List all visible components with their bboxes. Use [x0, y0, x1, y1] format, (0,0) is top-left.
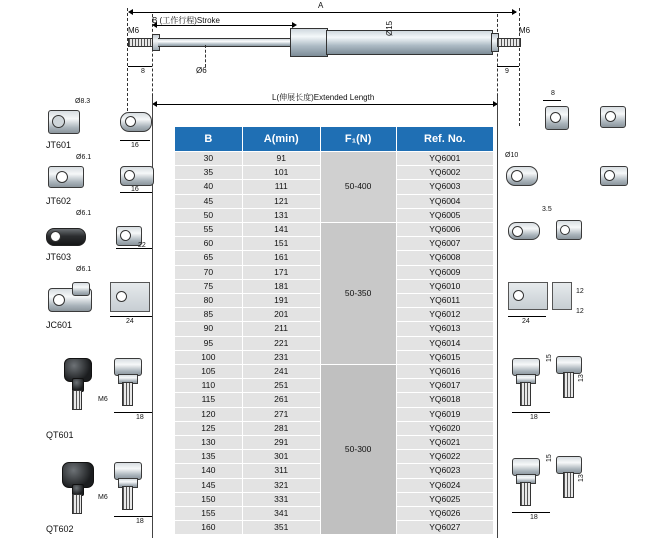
cell-a-min: 281	[242, 421, 320, 435]
header-b: B	[175, 127, 243, 152]
header-force: F₁(N)	[320, 127, 396, 152]
cell-ref-no: YQ6014	[396, 336, 493, 350]
right-fitting-eyelet-b-hole	[604, 170, 615, 181]
dim-8-right-label: 8	[551, 90, 555, 97]
cell-a-min: 221	[242, 336, 320, 350]
cell-stroke: 145	[175, 478, 243, 492]
cell-a-min: 161	[242, 251, 320, 265]
jc601-bore	[53, 294, 65, 306]
thread-left	[128, 38, 154, 47]
dim-15b-label: 15	[546, 454, 553, 462]
cell-ref-no: YQ6011	[396, 294, 493, 308]
right-dim-18-line	[512, 412, 550, 413]
jt602-dim-16-label: 16	[131, 186, 139, 193]
frame-line-right	[497, 96, 498, 538]
cell-stroke: 60	[175, 237, 243, 251]
dim-9-line	[497, 66, 519, 67]
right-dim-18-label: 18	[530, 414, 538, 421]
cell-stroke: 40	[175, 180, 243, 194]
cell-a-min: 101	[242, 166, 320, 180]
cell-stroke: 150	[175, 492, 243, 506]
cell-ref-no: YQ6010	[396, 279, 493, 293]
jt602-bore	[56, 171, 68, 183]
qt601-side-stud	[122, 382, 133, 406]
cell-ref-no: YQ6006	[396, 223, 493, 237]
dim-8-left-label: 8	[141, 68, 145, 75]
right-qt2-stud	[520, 482, 531, 506]
cell-stroke: 55	[175, 223, 243, 237]
cell-a-min: 241	[242, 365, 320, 379]
cell-stroke: 50	[175, 208, 243, 222]
cell-a-min: 271	[242, 407, 320, 421]
cell-stroke: 135	[175, 450, 243, 464]
dim-8-right-line	[543, 100, 561, 101]
cell-ref-no: YQ6018	[396, 393, 493, 407]
dim-12a-label: 12	[576, 288, 584, 295]
cell-a-min: 341	[242, 507, 320, 521]
cell-ref-no: YQ6005	[396, 208, 493, 222]
cell-ref-no: YQ6004	[396, 194, 493, 208]
thread-right-label: M6	[519, 26, 531, 35]
right-dim-24-line	[508, 316, 546, 317]
cell-a-min: 231	[242, 350, 320, 364]
jc601-dia-label: Ø6.1	[76, 266, 92, 273]
qt602-side-stud	[122, 486, 133, 510]
cell-stroke: 35	[175, 166, 243, 180]
table-header-row	[175, 127, 494, 152]
cell-stroke: 90	[175, 322, 243, 336]
jt601-bore	[52, 115, 65, 128]
cell-ref-no: YQ6024	[396, 478, 493, 492]
dim-9-label: 9	[505, 68, 509, 75]
jt603-dia-label: Ø6.1	[76, 210, 92, 217]
jc601-tab	[72, 282, 90, 296]
right-fitting-top-b-hole	[605, 111, 616, 122]
cell-ref-no: YQ6008	[396, 251, 493, 265]
right-fitting-fork-hole	[513, 290, 524, 301]
cylinder-tube	[326, 30, 493, 55]
cell-ref-no: YQ6016	[396, 365, 493, 379]
right-fitting-flat-b-hole	[560, 225, 570, 235]
dia-10-label: Ø10	[505, 152, 519, 159]
cell-ref-no: YQ6021	[396, 436, 493, 450]
right-dim-18b-line	[512, 512, 550, 513]
qt601-code: QT601	[46, 430, 74, 440]
qt602-code: QT602	[46, 524, 74, 534]
dim-a-arrow-right	[512, 9, 517, 15]
cell-force-range: 50-400	[320, 152, 396, 223]
cell-ref-no: YQ6012	[396, 308, 493, 322]
jc601-dim-24-label: 24	[126, 318, 134, 325]
jt603-dim-22-label: 22	[138, 242, 146, 249]
cell-ref-no: YQ6015	[396, 350, 493, 364]
qt601-stud	[72, 390, 82, 410]
cell-a-min: 331	[242, 492, 320, 506]
cell-a-min: 131	[242, 208, 320, 222]
jc601-code: JC601	[46, 320, 73, 330]
qt602-dim-18-label: 18	[136, 518, 144, 525]
cell-stroke: 70	[175, 265, 243, 279]
dim-13b-label: 13	[578, 474, 585, 482]
table-row	[175, 223, 494, 237]
cell-a-min: 141	[242, 223, 320, 237]
cell-stroke: 115	[175, 393, 243, 407]
cell-ref-no: YQ6020	[396, 421, 493, 435]
cell-a-min: 301	[242, 450, 320, 464]
qt602-stud	[72, 494, 82, 514]
dim-a-label: A	[318, 1, 324, 10]
dim-a-line	[130, 12, 516, 13]
cell-ref-no: YQ6023	[396, 464, 493, 478]
cell-ref-no: YQ6003	[396, 180, 493, 194]
qt601-dim-18-label: 18	[136, 414, 144, 421]
cell-a-min: 321	[242, 478, 320, 492]
header-ref-no: Ref. No.	[396, 127, 493, 152]
jt603-bore	[50, 231, 61, 242]
jt601-clevis-hole	[125, 116, 136, 127]
cell-stroke: 80	[175, 294, 243, 308]
piston-rod	[158, 38, 290, 47]
cell-ref-no: YQ6013	[396, 322, 493, 336]
qt602-dim-18-line	[114, 516, 152, 517]
right-qt-stud-b	[563, 372, 574, 398]
cylinder-body	[290, 28, 328, 57]
dim-b-label: B (工作行程)Stroke	[152, 16, 221, 25]
cell-stroke: 65	[175, 251, 243, 265]
cell-ref-no: YQ6026	[396, 507, 493, 521]
cell-ref-no: YQ6007	[396, 237, 493, 251]
cell-ref-no: YQ6022	[396, 450, 493, 464]
cell-stroke: 100	[175, 350, 243, 364]
cell-a-min: 191	[242, 294, 320, 308]
jt603-code: JT603	[46, 252, 72, 262]
cell-stroke: 45	[175, 194, 243, 208]
cell-stroke: 110	[175, 379, 243, 393]
rod-dia-leader	[205, 45, 206, 67]
dim-12b-label: 12	[576, 308, 584, 315]
cell-ref-no: YQ6025	[396, 492, 493, 506]
cell-stroke: 130	[175, 436, 243, 450]
cell-a-min: 311	[242, 464, 320, 478]
cell-a-min: 151	[242, 237, 320, 251]
right-qt-stud	[520, 382, 531, 406]
cell-ref-no: YQ6027	[396, 521, 493, 535]
cell-ref-no: YQ6017	[396, 379, 493, 393]
cell-ref-no: YQ6002	[396, 166, 493, 180]
qt602-m6-label: M6	[98, 494, 108, 501]
cell-a-min: 201	[242, 308, 320, 322]
jt601-dia-label: Ø8.3	[75, 98, 91, 105]
cell-stroke: 160	[175, 521, 243, 535]
jt602-clevis-hole	[124, 170, 135, 181]
thread-right	[497, 38, 521, 47]
cell-a-min: 291	[242, 436, 320, 450]
cell-stroke: 155	[175, 507, 243, 521]
jc601-side-hole	[116, 291, 127, 302]
dim-a-arrow-left	[128, 9, 133, 15]
dim-l-line	[155, 104, 497, 105]
dim-13a-label: 13	[578, 374, 585, 382]
dim-8-left-line	[128, 66, 152, 67]
table-row	[175, 152, 494, 166]
qt601-m6-label: M6	[98, 396, 108, 403]
cell-a-min: 251	[242, 379, 320, 393]
thread-left-label: M6	[128, 26, 140, 35]
jt603-dim-22-line	[116, 248, 152, 249]
jt601-dim-16-label: 16	[131, 142, 139, 149]
cell-a-min: 91	[242, 152, 320, 166]
qt601-dim-18-line	[114, 412, 152, 413]
cell-stroke: 120	[175, 407, 243, 421]
cell-stroke: 125	[175, 421, 243, 435]
jt603-side-hole	[120, 230, 131, 241]
cell-a-min: 181	[242, 279, 320, 293]
cell-a-min: 261	[242, 393, 320, 407]
header-a-min: A(min)	[242, 127, 320, 152]
cell-force-range: 50-350	[320, 223, 396, 365]
cell-force-range: 50-300	[320, 365, 396, 535]
dim-35-label: 3.5	[542, 206, 552, 213]
dim-15a-label: 15	[546, 354, 553, 362]
cell-stroke: 75	[175, 279, 243, 293]
cell-ref-no: YQ6001	[396, 152, 493, 166]
cell-ref-no: YQ6009	[396, 265, 493, 279]
right-fitting-fork-b	[552, 282, 572, 310]
dim-l-label: L(伸展长度)Extended Length	[272, 93, 375, 102]
spec-table	[174, 126, 494, 535]
right-dim-24-label: 24	[522, 318, 530, 325]
jt602-dia-label: Ø6.1	[76, 154, 92, 161]
right-fitting-eyelet-hole	[511, 170, 523, 182]
jt601-code: JT601	[46, 140, 72, 150]
right-qt2-stud-b	[563, 472, 574, 498]
cell-a-min: 121	[242, 194, 320, 208]
right-fitting-top-hole	[550, 112, 561, 123]
cell-stroke: 105	[175, 365, 243, 379]
jt602-code: JT602	[46, 196, 72, 206]
right-fitting-flat-hole	[512, 226, 523, 237]
cell-stroke: 140	[175, 464, 243, 478]
frame-line-left	[152, 96, 153, 538]
jc601-dim-24-line	[110, 316, 152, 317]
jt601-dim-16-line	[120, 140, 150, 141]
cell-ref-no: YQ6019	[396, 407, 493, 421]
cell-a-min: 171	[242, 265, 320, 279]
table-row	[175, 365, 494, 379]
cell-stroke: 95	[175, 336, 243, 350]
cell-a-min: 111	[242, 180, 320, 194]
cell-a-min: 211	[242, 322, 320, 336]
cell-stroke: 85	[175, 308, 243, 322]
cell-stroke: 30	[175, 152, 243, 166]
tube-dia-label: Ø15	[385, 20, 394, 36]
right-dim-18b-label: 18	[530, 514, 538, 521]
cell-a-min: 351	[242, 521, 320, 535]
rod-dia-label: Ø6	[196, 66, 207, 75]
